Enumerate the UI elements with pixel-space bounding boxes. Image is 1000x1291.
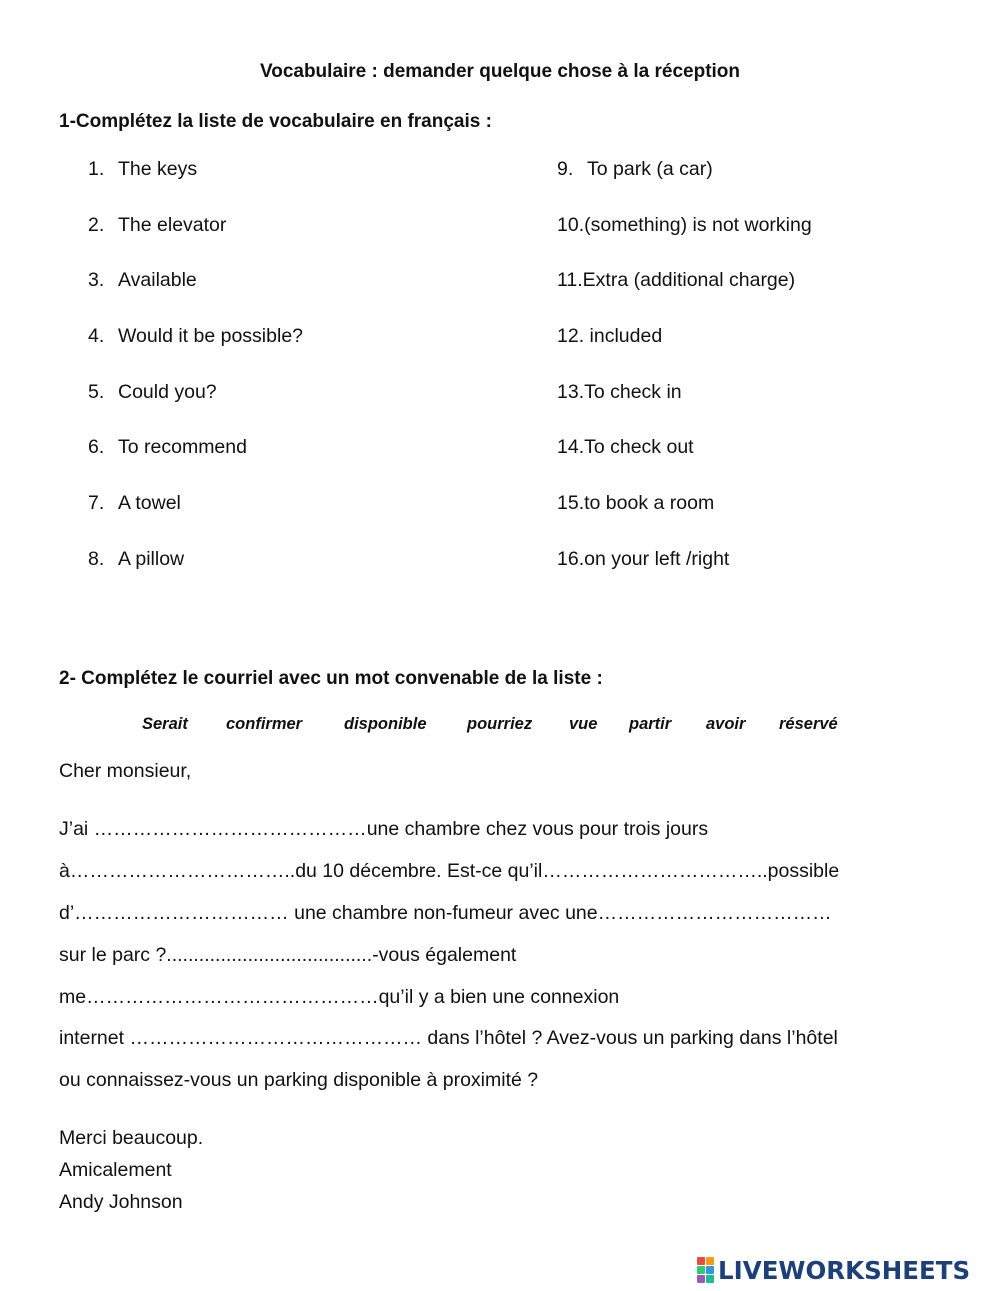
word-bank-item: vue bbox=[569, 715, 598, 733]
vocab-item: 7. A towel bbox=[88, 492, 181, 515]
liveworksheets-logo-icon bbox=[697, 1257, 714, 1283]
vocab-item: 6. To recommend bbox=[88, 436, 247, 459]
vocab-item: 16.on your left /right bbox=[557, 547, 730, 570]
email-line: ou connaissez-vous un parking disponible à proximité ? bbox=[59, 1069, 539, 1091]
vocab-item: 14.To check out bbox=[557, 436, 694, 459]
word-bank-item: Serait bbox=[142, 715, 188, 733]
section1-heading: 1-Complétez la liste de vocabulaire en français : bbox=[59, 111, 492, 132]
email-line: sur le parc ?......................................-vous également bbox=[59, 944, 517, 966]
vocab-item: 12. included bbox=[557, 325, 663, 348]
vocab-item: 8. A pillow bbox=[88, 547, 185, 570]
word-bank-item: pourriez bbox=[467, 715, 533, 733]
vocab-item: 9. To park (a car) bbox=[557, 158, 713, 180]
email-closing-signoff: Amicalement bbox=[59, 1159, 172, 1181]
vocab-item: 1. The keys bbox=[88, 158, 198, 180]
page-title: Vocabulaire : demander quelque chose à la réception bbox=[259, 61, 741, 82]
email-signature-name: Andy Johnson bbox=[59, 1191, 183, 1213]
logo-text: LIVEWORKSHEETS bbox=[718, 1255, 971, 1285]
word-bank-item: disponible bbox=[344, 715, 427, 733]
vocab-item: 3. Available bbox=[88, 269, 197, 292]
vocab-item: 5. Could you? bbox=[88, 380, 217, 403]
email-line: J’ai ……………………………………une chambre chez vous pour trois jours bbox=[59, 818, 709, 840]
word-bank-item: avoir bbox=[706, 715, 746, 733]
word-bank-item: confirmer bbox=[226, 715, 303, 733]
vocab-item: 15.to book a room bbox=[557, 492, 715, 515]
vocab-item: 11.Extra (additional charge) bbox=[557, 269, 796, 292]
email-closing-thanks: Merci beaucoup. bbox=[59, 1127, 204, 1149]
vocab-list-right bbox=[557, 157, 812, 603]
vocab-item: 13.To check in bbox=[557, 380, 682, 403]
email-line: internet ……………………………………… dans l’hôtel ? Avez-vous un parking dans l’hôtel bbox=[59, 1027, 838, 1049]
vocab-item: 2. The elevator bbox=[88, 213, 227, 236]
vocab-item: 4. Would it be possible? bbox=[88, 325, 304, 348]
email-line: me………………………………………qu’il y a bien une connexion bbox=[59, 986, 620, 1008]
liveworksheets-logo bbox=[697, 1255, 970, 1285]
word-bank-item: partir bbox=[629, 715, 672, 733]
vocab-list-left bbox=[88, 157, 303, 603]
email-line: d’…………………………… une chambre non-fumeur avec une……………………………… bbox=[59, 902, 832, 924]
section2-heading: 2- Complétez le courriel avec un mot convenable de la liste : bbox=[59, 668, 603, 689]
vocab-item: 10.(something) is not working bbox=[557, 213, 812, 236]
email-greeting: Cher monsieur, bbox=[59, 760, 192, 782]
word-bank-item: réservé bbox=[779, 715, 838, 733]
email-line: à……………………………..du 10 décembre. Est-ce qu’il……………………………..possible bbox=[59, 860, 840, 882]
